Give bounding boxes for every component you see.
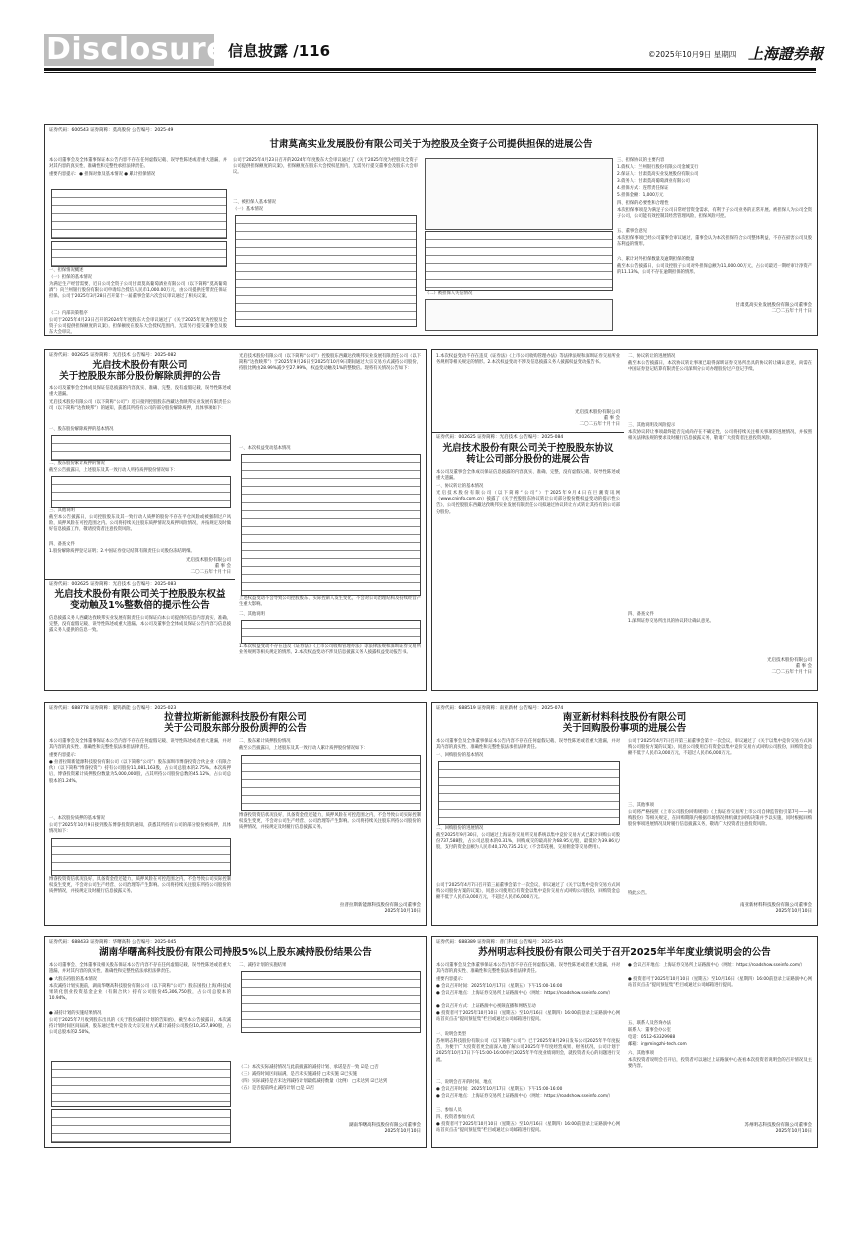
financial-table [425, 231, 613, 291]
list-item: ● 会议召开时间：2025年10月17日（星期五）下午15:00-16:00 [436, 1087, 563, 1092]
notice-nanya [431, 702, 818, 926]
paragraph: 为满足生产经营需要，近日公司全资子公司甘肃莫高葡萄酒业有限公司（以下简称“莫高葡萄酒”）向兰州银行股份有限公司申请综合授信人民币1,000.00万元，由公司提供连带责任保证担保。公司于2025年3月28日召开第十一届董事会第六次会议审议通过了相关议案。 [49, 282, 227, 300]
section-heading: ● 减持计划的实施结果情况 [49, 1011, 102, 1016]
paragraph: 公司于2025年10月9日接到股东博睿投资的通知，获悉其所持有公司的部分股份被质押，具体情况如下： [49, 823, 231, 835]
paragraph: 本公司及董事会全体成员保证信息披露的内容真实、准确、完整，没有虚假记载、误导性陈述或重大遗漏。 [49, 386, 231, 398]
paragraph: 重要内容提示： [436, 977, 467, 982]
divider [45, 579, 235, 580]
notice-title: 苏州明志科技股份有限公司关于召开2025年半年度业绩说明会的公告 [478, 947, 771, 958]
paragraph: 本公司董事会及全体董事保证本公告内容不存在任何虚假记载、误导性陈述或者重大遗漏，并对其内容的真实性、准确性和完整性依法承担法律责任。 [436, 739, 620, 751]
paragraph: 特此公告。 [628, 891, 650, 896]
paragraph: 博睿投资资信状况良好，具备资金偿还能力，质押风险在可控范围之内，不会导致公司实际控制权发生变更，不会对公司生产经营、公司治理等产生影响。公司将持续关注股东所持公司股份的质押情况，并按规定及时履行信息披露义务。 [239, 813, 421, 831]
section-heading: 三、参加人员 [436, 1108, 462, 1113]
notice-laplace [44, 702, 427, 926]
paragraph: 公司于2025年4月23日召开的2024年年度股东大会审议通过了《关于2025年度为控股及全资子公司提供担保额度的议案》，担保额度在股东大会授权范围内，无需另行提交董事会及股东大会审议。 [49, 318, 227, 336]
signoff: 光启技术股份有限公司 董 事 会 二〇二五年十月十日 [767, 658, 812, 676]
notice-suzhou [431, 936, 818, 1148]
list-item: ● 会议召开方式：上证路演中心视频直播和网络互动 [436, 1004, 536, 1009]
signoff: 甘肃莫高实业发展股份有限公司董事会 二〇二五年十月十日 [735, 303, 812, 315]
paragraph: 截至本公告披露日，本次协议转让事项已取得深圳证券交易所出具的协议转让确认意见，尚需在中国证券登记结算有限责任公司深圳分公司办理股份过户登记手续。 [628, 361, 812, 373]
masthead-rule-thin [44, 72, 816, 73]
paragraph: ● 拉普拉斯新能源科技股份有限公司（以下简称“公司”）股东深圳市博睿投资合伙企业（有限合伙）（以下简称“博睿投资”）持有公司股份11,081,163股，占公司总股本的2.75%。本次质押后，博睿投资累计质押股份数量为5,000,000股，占其所持公司股份总数的45.12%，占公司总股本的1.24%。 [49, 760, 231, 784]
section-heading: 一、协议转让的基本情况 [436, 484, 484, 489]
paragraph: 截至公告披露日，上述股东及其一致行动人累计质押股份情况如下： [239, 746, 368, 751]
paragraph: 截至本公告披露日，公司及控股子公司对外担保总额为11,000.00万元，占公司最近一期经审计净资产的11.13%。公司不存在逾期担保的情形。 [617, 264, 812, 276]
signoff: 湖南华曙高科技股份有限公司董事会 2025年10月10日 [349, 1123, 421, 1135]
paragraph: 本次减持计划实施前，湖南华曙高科技股份有限公司（以下简称“公司”）股东国投(上海)科技成果转化创业投资基金企业（有限合伙）持有公司股份45,306,750股，占公司总股本的10.94%。 [49, 984, 231, 1002]
check-item: （五）是否提前终止减持计划 □是 ☑否 [239, 1086, 315, 1091]
section-heading: 六、累计对外担保数量及逾期担保的数量 [617, 257, 695, 262]
section-heading: 六、其他事项 [628, 1051, 654, 1056]
list-item: ● 投资者可于2025年10月10日（星期五）至10月16日（星期四）16:00前登录上证路演中心网站首页点击“提问预征集”栏目或通过公司邮箱进行提问。 [436, 1122, 620, 1134]
notice-title: 甘肃莫高实业发展股份有限公司关于为控股及全资子公司提供担保的进展公告 [269, 139, 593, 150]
pledge-table [51, 838, 231, 876]
list-item: ● 会议召开地点：上海证券交易所上证路演中心（网址：https://roadshow.sseinfo.com/） [628, 963, 805, 968]
paragraph: 信息披露义务人西藏达孜映邦实业发展有限责任公司保证向本公司提供的信息内容真实、准确、完整，没有虚假记载、误导性陈述或重大遗漏。本公司及董事会全体成员保证公告内容与信息披露义务人提供的信息一致。 [49, 616, 231, 634]
paragraph: 上述权益变动不会导致公司控股股东、实际控制人发生变化，不会对公司治理结构及持续经营产生重大影响。 [239, 596, 421, 608]
masthead-rule [44, 68, 816, 71]
notice-header: 证券代码：002625 证券简称：光启技术 公告编号：2025-084 [436, 435, 564, 440]
paragraph: 光启技术股份有限公司（以下简称“公司”）于2025年9月4日在巨潮资讯网（www.cninfo.com.cn）披露了《关于控股股东协议转让公司部分股份暨权益变动的提示性公告》，公司控股股东西藏达孜映邦实业发展有限责任公司拟通过协议转让方式转让其持有的公司部分股份。 [436, 491, 620, 515]
list-item: ● 会议召开时间：2025年10月17日（星期五）下午15:00-16:00 [436, 984, 563, 989]
paragraph: 公司于2025年7月收到股东出具的《关于股份减持计划的告知函》，截至本公告披露日，本次减持计划时间区间届满，股东通过集中竞价及大宗交易方式累计减持公司股份10,357,890股，占公司总股本的2.50%。 [49, 1018, 231, 1036]
notice-header: 证券代码：002625 证券简称：光启技术 公告编号：2025-083 [49, 582, 177, 587]
repurchase-plan-table [438, 761, 620, 825]
notice-title: 光启技术股份有限公司关于控股股东协议 转让公司部分股份的进展公告 [442, 443, 614, 465]
notice-header: 证券代码：688389 证券简称：普门科技 公告编号：2025-035 [436, 940, 564, 945]
section-heading: 五、联系人及咨询办法 [628, 1021, 671, 1026]
other-info-table [241, 620, 421, 644]
section-heading: 一、本次权益变动基本情况 [239, 446, 291, 451]
section-heading: 四、投资者参加方式 [436, 1115, 475, 1120]
notice-header: 证券代码：688433 证券简称：华曙高科 公告编号：2025-045 [49, 940, 177, 945]
guaranteed-party-table [235, 215, 417, 327]
signoff: 拉普拉斯新能源科技股份有限公司董事会 2025年10月10日 [340, 903, 421, 915]
list-item: 5.担保金额：1,000万元 [617, 193, 664, 198]
masthead [0, 0, 857, 78]
notice-hunan [44, 936, 427, 1148]
cumulative-pledge-table [241, 755, 421, 811]
paragraph: 光启技术股份有限公司（以下简称“公司”）近日接到控股股东西藏达孜映邦实业发展有限责任公司（以下简称“达孜映邦”）的通知，获悉其所持有公司的部分股份解除质押，具体事项如下： [49, 400, 231, 412]
section-title: 信息披露 /116 [228, 42, 331, 60]
list-item: 1.债权人：兰州银行股份有限公司金城支行 [617, 165, 699, 170]
equity-change-table [241, 454, 421, 596]
notice-title: 南亚新材料科技股份有限公司 关于回购股份事项的进展公告 [562, 712, 687, 734]
paragraph: 重要内容提示：● 担保对象及基本情况 ● 累计担保情况 [49, 172, 156, 177]
section-heading: 一、担保情况概述 [49, 268, 84, 273]
pledge-release-table [51, 435, 231, 461]
paragraph: 截至2025年9月30日，公司通过上海证券交易所交易系统以集中竞价交易方式已累计回购公司股份737,588股，占公司总股本的0.31%，回购成交的最高价为68.95元/股，最低价为39.86元/股，支付的资金总额为人民币40,170,735.21元（不含印花税、交易佣金等交易费用）。 [436, 833, 620, 851]
section-heading: 一、本次股份质押的基本情况 [49, 816, 105, 821]
section-heading: 五、董事会意见 [617, 229, 648, 234]
paragraph: 博睿投资资信状况良好，具备资金偿还能力，质押风险在可控范围之内，不会导致公司实际控制权发生变更，不会对公司生产经营、公司治理等产生影响。公司将持续关注股东所持公司股份的质押情况，并按规定及时履行信息披露义务。 [49, 877, 231, 895]
list-item: 3.债务人：甘肃莫高葡萄酒业有限公司 [617, 179, 690, 184]
paragraph: （一）担保的基本情况 [49, 275, 92, 280]
reduction-result-table [241, 971, 421, 1033]
section-heading: 三、担保协议的主要内容 [617, 158, 665, 163]
paragraph: 公司于2025年4月23日召开的2024年年度股东大会审议通过了《关于2025年度为控股及全资子公司提供担保额度的议案》，担保额度在股东大会授权范围内，无需另行提交董事会及股东大会审议。 [233, 158, 418, 176]
paragraph: 1.本次权益变动不存在违反《证券法》《上市公司收购管理办法》等法律法规和深圳证券交易所业务规则等相关规定的情形。2.本次权益变动不涉及信息披露义务人披露权益变动报告书。 [436, 354, 620, 366]
notice-title: 湖南华曙高科技股份有限公司持股5%以上股东减持股份结果公告 [99, 947, 372, 958]
signoff: 光启技术股份有限公司 董 事 会 二〇二五年十月十日 [575, 410, 620, 428]
notice-header: 证券代码：002625 证券简称：光启技术 公告编号：2025-082 [49, 353, 177, 358]
paragraph: 1.深圳证券交易所出具的协议转让确认意见。 [628, 619, 714, 624]
cumulative-guarantee-table [51, 241, 227, 267]
section-heading: 三、其他说明及风险提示 [628, 423, 676, 428]
section-heading: 四、担保的必要性和合理性 [617, 201, 669, 206]
section-heading: 三、其他说明 [49, 508, 75, 513]
shareholder-table [51, 1061, 231, 1107]
guarantee-table [51, 189, 227, 239]
section-heading: （一）基本情况 [233, 207, 264, 212]
section-heading: 四、备查文件 [628, 612, 654, 617]
list-item: ● 会议召开地点：上海证券交易所上证路演中心（网址：https://roadshow.sseinfo.com/） [436, 1094, 613, 1099]
contact-line: 联系人：董事会办公室 [628, 1028, 671, 1033]
paragraph: 光启技术股份有限公司（以下简称“公司”）控股股东西藏达孜映邦实业发展有限责任公司（以下简称“达孜映邦”）于2025年9月26日至2025年10月9日期间通过大宗交易方式减持公司股份，持股比例由28.99%减少至27.99%，权益变动触及1%的整数倍。现将有关情况公告如下： [239, 354, 421, 372]
paragraph: 本公司及董事会全体成员保证信息披露的内容真实、准确、完整，没有虚假记载、误导性陈述或重大遗漏。 [436, 470, 620, 482]
paragraph: 本公司董事会及全体董事保证本公告内容不存在任何虚假记载、误导性陈述或者重大遗漏，并对其内容的真实性、准确性和完整性承担法律责任。 [49, 158, 227, 170]
disclosure-logo: Disclosure [46, 32, 228, 67]
paragraph: 公司将严格按照《上市公司股份回购规则》《上海证券交易所上市公司自律监管指引第7号——回购股份》等相关规定，在回购期限内根据市场情况择机做出回购决策并予以实施，同时根据回购股份事项进展情况及时履行信息披露义务，敬请广大投资者注意投资风险。 [628, 810, 812, 828]
contact-line: 邮箱：ir@mingzhi-tech.com [628, 1042, 687, 1047]
list-item: ● 会议召开地点：上海证券交易所上证路演中心（网址：https://roadshow.sseinfo.com/） [436, 991, 613, 996]
section-heading: 一、回购股份的基本情况 [436, 753, 484, 758]
contact-line: 电话：0512-63329988 [628, 1035, 676, 1040]
list-item: ● 投资者可于2025年10月10日（星期五）至10月16日（星期四）16:00前登录上证路演中心网站首页点击“提问预征集”栏目或通过公司邮箱进行提问。 [436, 1011, 620, 1023]
notice-gansu [44, 124, 818, 336]
signoff: 光启技术股份有限公司 董 事 会 二〇二五年十月十日 [186, 558, 231, 576]
signoff: 苏州明志科技股份有限公司董事会 2025年10月10日 [744, 1123, 812, 1135]
notice-header: 证券代码：688778 证券简称：厦钨新能 公告编号：2025-023 [49, 706, 177, 711]
section-heading: 一、股东股份解除质押的基本情况 [49, 427, 114, 432]
section-heading: 二、股东累计质押股份情况 [239, 739, 291, 744]
newspaper-name: 上海證券報 [748, 45, 824, 63]
section-heading: 一、说明会类型 [436, 1032, 467, 1037]
paragraph: 本公司董事会及全体董事保证本公告内容不存在任何虚假记载、误导性陈述或者重大遗漏，并对其内容的真实性、准确性和完整性依法承担法律责任。 [436, 963, 620, 975]
paragraph: 截至公告披露日，上述股东及其一致行动人所持质押股份情况如下： [49, 468, 178, 473]
section-heading: 二、减持计划的实施结果 [239, 963, 287, 968]
dateline: ©2025年10月9日 星期四 [648, 50, 737, 59]
section-heading: 二、其他说明 [239, 612, 265, 617]
notice-title: 光启技术股份有限公司 关于控股股东部分股份解除质押的公告 [59, 360, 221, 382]
signoff: 南亚新材料科技股份有限公司董事会 2025年10月10日 [740, 903, 812, 915]
notice-header: 证券代码：600543 证券简称：莫高股份 公告编号：2025-49 [49, 128, 174, 133]
section-heading: 二、回购股份的进展情况 [436, 826, 484, 831]
list-item: 4.担保方式：连带责任保证 [617, 186, 669, 191]
section-heading: 二、被担保人基本情况 [233, 200, 276, 205]
check-item: （四）实际减持是否未达到减持计划最低减持数量（比例） □未达到 ☑已达到 [239, 1079, 388, 1084]
paragraph: 本公司董事会、全体董事及相关股东保证本公告内容不存在任何虚假记载、误导性陈述或者重大遗漏，并对其内容的真实性、准确性和完整性依法承担法律责任。 [49, 963, 231, 975]
notice-title: 光启技术股份有限公司关于控股股东权益 变动触及1%整数倍的提示性公告 [54, 589, 226, 611]
paragraph: 本次担保事项是为满足子公司日常经营资金需求，有利于子公司业务的正常开展。被担保人为公司全资子公司，公司能有效控制其经营管理风险，担保风险可控。 [617, 208, 812, 220]
paragraph: 公司于2025年4月7日召开第三届董事会第十一次会议，审议通过了《关于以集中竞价交易方式回购公司股份方案的议案》，同意公司使用自有资金以集中竞价交易方式回购公司股份，回购资金总额不低于人民币3,000万元，不超过人民币6,000万元。 [436, 883, 620, 901]
guarantee-figure [425, 158, 613, 230]
paragraph: 1.本次权益变动不存在违反《证券法》《上市公司收购管理办法》等法律法规和深圳证券交易所业务规则等相关规定的情形。2.本次权益变动不涉及信息披露义务人披露权益变动报告书。 [239, 644, 421, 656]
section-heading: 四、备查文件 [49, 542, 75, 547]
section-heading: 二、说明会召开的时间、地点 [436, 1080, 492, 1085]
notice-title: 拉普拉斯新能源科技股份有限公司 关于公司股东部分股份质押的公告 [164, 712, 307, 734]
check-item: （三）减持时间区间届满，是否未实施减持 □未实施 ☑已实施 [239, 1072, 358, 1077]
notice-guangqi-pledge [44, 349, 427, 691]
paragraph: 本公司董事会及全体董事保证本公告内容不存在任何虚假记载、误导性陈述或者重大遗漏，并对其内容的真实性、准确性和完整性依法承担法律责任。 [49, 739, 231, 751]
section-heading: 二、股东股份累计质押的情况 [49, 461, 105, 466]
paragraph: 重要内容提示： [49, 753, 80, 758]
list-item: 2.保证人：甘肃莫高实业发展股份有限公司 [617, 172, 699, 177]
paragraph: 本次协议转让事项最终能否完成尚存在不确定性，公司将持续关注相关事项的进展情况，并按照相关法律法规的要求及时履行信息披露义务，敬请广大投资者注意投资风险。 [628, 430, 812, 442]
paragraph: 本次担保事项已经公司董事会审议通过，董事会认为本次担保符合公司整体利益，不存在损害公司及股东利益的情形。 [617, 236, 812, 248]
paragraph: （二）被担保人失信情况 [425, 291, 473, 296]
check-item: （二）本次实际减持情况与此前披露的减持计划、承诺是否一致 ☑是 □否 [239, 1065, 379, 1070]
section-heading: 二、协议转让的进展情况 [628, 354, 676, 359]
paragraph: 本次投资者说明会召开后，投资者可以通过上证路演中心查看本次投资者说明会的召开情况及主要内容。 [628, 1058, 812, 1070]
paragraph: 苏州明志科技股份有限公司（以下简称“公司”）已于2025年8月29日发布公司2025年半年度报告，为便于广大投资者更全面深入地了解公司2025年半年度经营成果、财务状况，公司计划于2025年10月17日下午15:00-16:00举行2025年半年度业绩说明会，就投资者关心的问题进行交流。 [436, 1039, 620, 1063]
list-item: ● 投资者可于2025年10月10日（星期五）至10月16日（星期四）16:00前登录上证路演中心网站首页点击“提问预征集”栏目或通过公司邮箱进行提问。 [628, 977, 812, 989]
notice-header: 证券代码：688519 证券简称：南亚新材 公告编号：2025-074 [436, 706, 564, 711]
divider [432, 432, 624, 433]
paragraph: （二）内部决策程序 [49, 311, 88, 316]
paragraph: 公司于2025年4月7日召开第三届董事会第十一次会议，审议通过了《关于以集中竞价交易方式回购公司股份方案的议案》，同意公司使用自有资金以集中竞价交易方式回购公司股份，回购资金总额不低于人民币3,000万元，不超过人民币6,000万元。 [628, 739, 812, 757]
section-heading: ● 大股东持股的基本情况 [49, 977, 98, 982]
cumulative-pledge-table [51, 476, 231, 508]
reduction-table [51, 1109, 231, 1143]
notice-guangqi-transfer [431, 349, 818, 691]
section-heading: 三、其他事项 [628, 803, 654, 808]
credit-figure [425, 299, 613, 331]
paragraph: 截至本公告披露日，公司控股股东及其一致行动人质押的股份不存在平仓风险或被强制过户风险，质押风险在可控范围之内。公司将持续关注股东质押情况及质押风险情况，并按规定及时做好信息披露工作，敬请投资者注意投资风险。 [49, 515, 231, 533]
paragraph: 1.股份解除质押登记证明；2.中国证券登记结算有限责任公司股份冻结明细。 [49, 549, 195, 554]
